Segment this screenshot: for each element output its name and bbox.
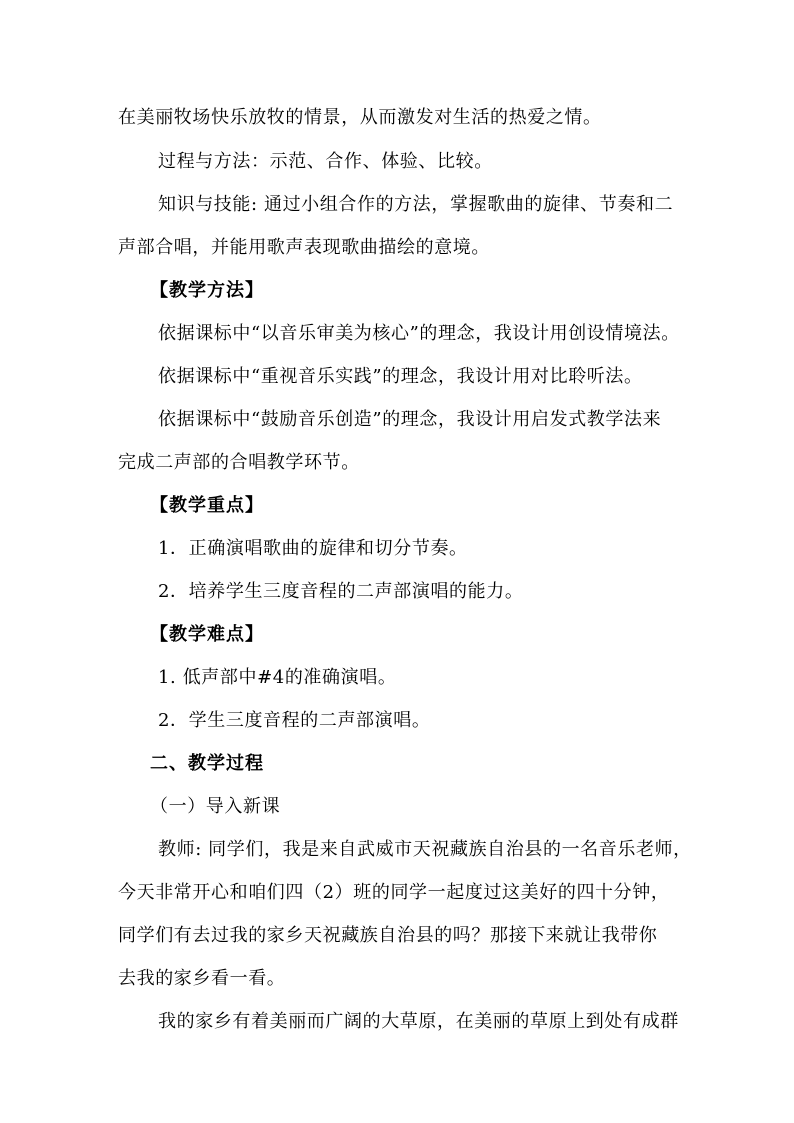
paragraph-line: 知识与技能: 通过小组合作的方法，掌握歌曲的旋律、节奏和二 xyxy=(158,194,674,215)
list-item: 2．学生三度音程的二声部演唱。 xyxy=(158,710,431,731)
list-item: 1. 低声部中#4的准确演唱。 xyxy=(158,667,397,688)
section-heading-difficulties: 【教学难点】 xyxy=(150,624,264,645)
paragraph-line: 在美丽牧场快乐放牧的情景，从而激发对生活的热爱之情。 xyxy=(118,107,602,128)
paragraph-line: 我的家乡有着美丽而广阔的大草原，在美丽的草原上到处有成群 xyxy=(158,1011,679,1032)
paragraph-line: 教师: 同学们，我是来自武威市天祝藏族自治县的一名音乐老师， xyxy=(158,839,692,860)
paragraph-line: 同学们有去过我的家乡天祝藏族自治县的吗？那接下来就让我带你 xyxy=(118,925,658,946)
paragraph-line: 依据课标中“重视音乐实践”的理念，我设计用对比聆听法。 xyxy=(158,366,643,387)
paragraph-line: 声部合唱，并能用歌声表现歌曲描绘的意境。 xyxy=(118,237,490,258)
paragraph-line: 去我的家乡看一看。 xyxy=(118,968,286,989)
paragraph-line: 今天非常开心和咱们四（2）班的同学一起度过这美好的四十分钟， xyxy=(118,882,670,903)
section-heading-key-points: 【教学重点】 xyxy=(150,495,264,516)
list-item: 1．正确演唱歌曲的旋律和切分节奏。 xyxy=(158,538,468,559)
section-heading-teaching-method: 【教学方法】 xyxy=(150,280,264,301)
section-heading-teaching-process: 二、教学过程 xyxy=(150,753,264,774)
paragraph-line: 完成二声部的合唱教学环节。 xyxy=(118,452,360,473)
paragraph-line: 依据课标中“鼓励音乐创造”的理念，我设计用启发式教学法来 xyxy=(158,409,662,430)
list-item: 2．培养学生三度音程的二声部演唱的能力。 xyxy=(158,581,524,602)
paragraph-line: 过程与方法：示范、合作、体验、比较。 xyxy=(158,151,493,172)
paragraph-line: 依据课标中“以音乐审美为核心”的理念，我设计用创设情境法。 xyxy=(158,323,680,344)
subsection-heading-introduction: （一）导入新课 xyxy=(150,796,281,817)
